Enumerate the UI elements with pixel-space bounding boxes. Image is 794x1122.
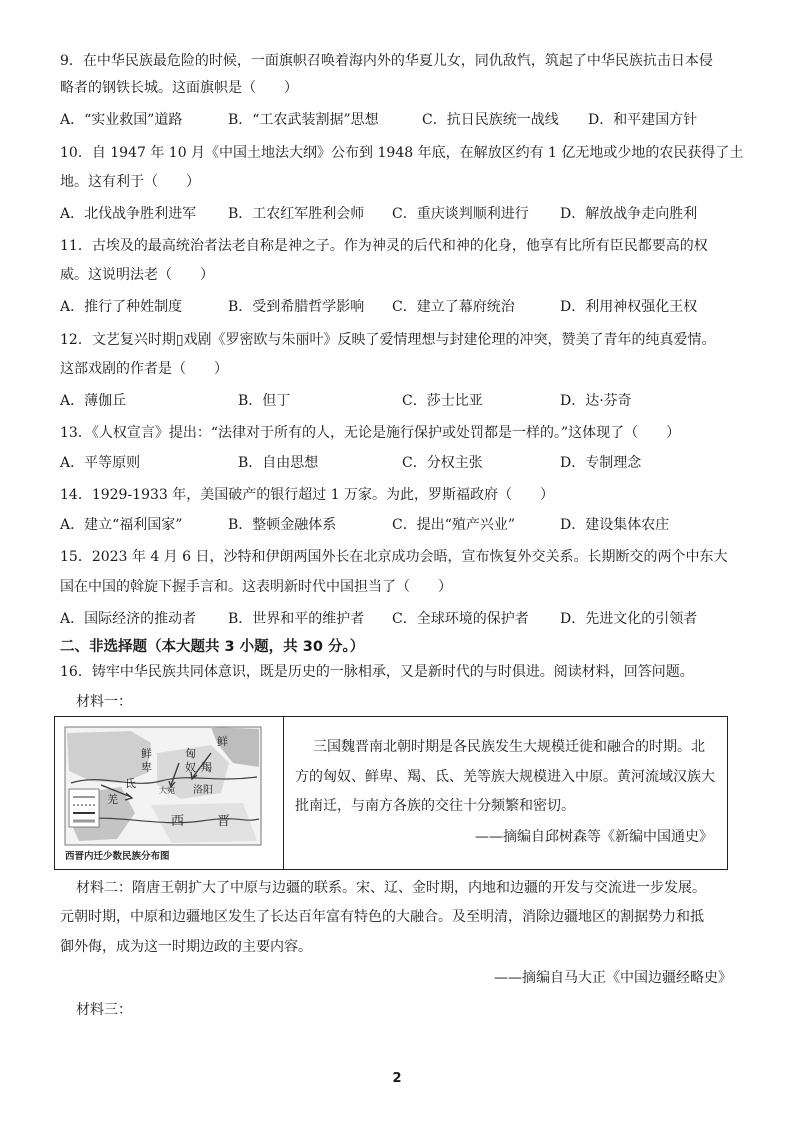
q12-options — [60, 391, 740, 411]
map-label: 西 — [171, 814, 185, 829]
option-d: D．达·芬奇 — [560, 393, 632, 409]
option-a: A．建立“福利国家” — [60, 517, 183, 533]
option-b: B．受到希腊哲学影响 — [228, 299, 365, 315]
option-a: A．“实业救国”道路 — [60, 112, 183, 128]
option-c: C．建立了幕府统治 — [392, 299, 515, 315]
map-label: 洛阳 — [193, 785, 213, 796]
historical-map — [61, 723, 277, 863]
map-caption: 西晋内迁少数民族分布图 — [65, 851, 170, 862]
option-b: B．工农红军胜利会师 — [228, 206, 365, 222]
option-c: C．全球环境的保护者 — [392, 611, 529, 627]
q11-stem-line2: 威。这说明法老（ ） — [60, 267, 214, 283]
material-1-text: 三国魏晋南北朝时期是各民族发生大规模迁徙和融合的时期。北 — [313, 739, 705, 755]
q13-options — [60, 453, 740, 473]
material-2-source: ——摘编自马大正《中国边疆经略史》 — [494, 970, 732, 986]
material-1-table — [54, 716, 728, 870]
option-b: B．整顿金融体系 — [228, 517, 337, 533]
map-label: 晋 — [217, 814, 231, 829]
option-a: A．平等原则 — [60, 455, 141, 471]
section-heading: 二、非选择题（本大题共 3 小题，共 30 分。） — [60, 639, 365, 655]
map-label: 鲜 — [217, 735, 228, 748]
map-label: 氐 — [125, 777, 136, 790]
material-1-text: 方的匈奴、鲜卑、羯、氐、羌等族大规模进入中原。黄河流域汉族大 — [295, 769, 715, 785]
option-d: D．利用神权强化王权 — [560, 299, 698, 315]
option-c: C．抗日民族统一战线 — [422, 112, 559, 128]
q11-stem-line1: 11．古埃及的最高统治者法老自称是神之子。作为神灵的后代和神的化身，他享有比所有臣民都要高的权 — [60, 238, 708, 254]
q9-stem-line2: 略者的钢铁长城。这面旗帜是（ ） — [60, 80, 298, 96]
option-b: B．世界和平的维护者 — [228, 611, 365, 627]
map-label: 奴 — [185, 761, 196, 774]
option-b: B．“工农武装割据”思想 — [228, 112, 379, 128]
option-c: C．莎士比亚 — [402, 393, 483, 409]
q14-stem: 14．1929-1933 年，美国破产的银行超过 1 万家。为此，罗斯福政府（ ） — [60, 487, 555, 503]
option-a: A．薄伽丘 — [60, 393, 127, 409]
map-label: 鲜 — [141, 747, 152, 760]
material-1-source: ——摘编自邱树森等《新编中国通史》 — [475, 829, 713, 845]
option-d: D．和平建国方针 — [588, 112, 698, 128]
material-2-text: 御外侮，成为这一时期边政的主要内容。 — [60, 939, 312, 955]
q15-options — [60, 609, 740, 629]
option-b: B．但丁 — [238, 393, 291, 409]
q15-stem-line2: 国在中国的斡旋下握手言和。这表明新时代中国担当了（ ） — [60, 579, 452, 595]
q16-stem: 16．铸牢中华民族共同体意识，既是历史的一脉相承，又是新时代的与时俱进。阅读材料，回答问题。 — [60, 664, 694, 680]
q14-options — [60, 515, 740, 535]
map-label: 匈 — [185, 747, 196, 760]
option-a: A．国际经济的推动者 — [60, 611, 197, 627]
option-c: C．提出“殖产兴业” — [392, 517, 516, 533]
q13-stem: 13．《人权宣言》提出：“法律对于所有的人，无论是施行保护或处罚都是一样的。”这体现了（ ） — [60, 425, 681, 441]
option-b: B．自由思想 — [238, 455, 319, 471]
option-a: A．北伐战争胜利进军 — [60, 206, 197, 222]
map-label: 羯 — [201, 761, 212, 774]
material-2-text: 元朝时期，中原和边疆地区发生了长达百年富有特色的大融合。及至明清，消除边疆地区的割据势力和抵 — [60, 909, 704, 925]
material-2-text: 材料二：隋唐王朝扩大了中原与边疆的联系。宋、辽、金时期，内地和边疆的开发与交流进一步发展。 — [76, 880, 706, 896]
q9-options — [60, 110, 740, 130]
map-label: 羌 — [107, 793, 118, 806]
map-label: 卑 — [141, 761, 152, 774]
q12-stem-line1: 12．文艺复兴时期▯戏剧《罗密欧与朱丽叶》反映了爱情理想与封建伦理的冲突，赞美了青年的纯真爱情。 — [60, 332, 716, 348]
q15-stem-line1: 15．2023 年 4 月 6 日，沙特和伊朗两国外长在北京成功会晤，宣布恢复外交关系。长期断交的两个中东大 — [60, 549, 728, 565]
q9-stem-line1: 9．在中华民族最危险的时候，一面旗帜召唤着海内外的华夏儿女，同仇敌忾，筑起了中华民族抗击日本侵 — [60, 53, 713, 69]
material-3-label: 材料三： — [76, 1002, 132, 1018]
option-d: D．先进文化的引领者 — [560, 611, 698, 627]
q10-stem-line2: 地。这有利于（ ） — [60, 174, 200, 190]
option-c: C．分权主张 — [402, 455, 483, 471]
q11-options — [60, 297, 740, 317]
material-1-text: 批南迁，与南方各族的交往十分频繁和密切。 — [295, 798, 575, 814]
table-divider — [283, 717, 284, 869]
map-label: 大宛 — [159, 786, 175, 795]
option-d: D．解放战争走向胜利 — [560, 206, 698, 222]
page-number: 2 — [392, 1071, 402, 1086]
option-d: D．专制理念 — [560, 455, 642, 471]
material-1-label: 材料一： — [76, 694, 132, 710]
q10-options — [60, 204, 740, 224]
q12-stem-line2: 这部戏剧的作者是（ ） — [60, 361, 228, 377]
option-c: C．重庆谈判顺利进行 — [392, 206, 529, 222]
q10-stem-line1: 10．自 1947 年 10 月《中国土地法大纲》公布到 1948 年底，在解放区约有 1 亿无地或少地的农民获得了土 — [60, 145, 744, 161]
option-a: A．推行了种姓制度 — [60, 299, 183, 315]
option-d: D．建设集体农庄 — [560, 517, 670, 533]
